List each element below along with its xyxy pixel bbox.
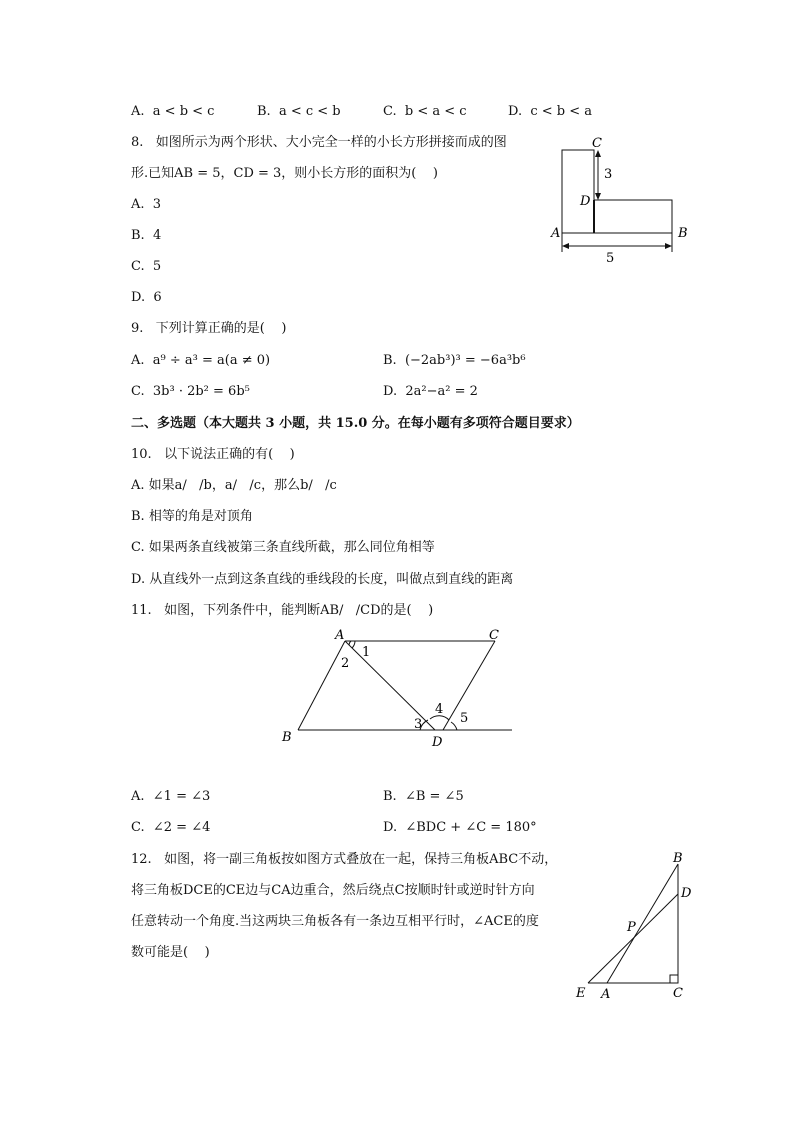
q12-figure (570, 850, 700, 1005)
q12-label-c: C (673, 986, 683, 1001)
q12-stem-line4: 数可能是( ) (131, 945, 210, 960)
q11-option-c: C. ∠2 = ∠4 (131, 820, 211, 835)
q12-label-b: B (673, 851, 683, 866)
q8-rect-horizontal (594, 200, 672, 233)
q10-option-a: A. 如果a/ /b，a/ /c，那么b/ /c (131, 478, 337, 493)
q12-label-e: E (576, 986, 586, 1001)
q12-label-p: P (627, 920, 636, 935)
q10-option-d: D. 从直线外一点到这条直线的垂线段的长度，叫做点到直线的距离 (131, 572, 514, 587)
q11-stem: 11. 如图，下列条件中，能判断AB/ /CD的是( ) (131, 603, 434, 618)
q8-dim-horizontal-label: 5 (606, 251, 615, 266)
q7-option-d: D. c < b < a (508, 104, 593, 119)
q12-label-a: A (601, 987, 611, 1002)
q12-label-d: D (681, 886, 692, 901)
q11-label-a: A (335, 628, 345, 643)
q11-angle-4: 4 (435, 702, 444, 717)
q12-right-angle-mark (670, 975, 678, 983)
q8-stem-line2: 形.已知AB = 5，CD = 3，则小长方形的面积为( ) (131, 166, 438, 181)
q8-label-c: C (592, 136, 602, 151)
q9-stem: 9. 下列计算正确的是( ) (131, 321, 287, 336)
q9-option-b: B. (−2ab³)³ = −6a³b⁶ (383, 353, 526, 368)
q8-option-c: C. 5 (131, 259, 162, 274)
q7-option-a: A. a < b < c (131, 104, 215, 119)
q12-stem-line2: 将三角板DCE的CE边与CA边重合，然后绕点C按顺时针或逆时针方向 (131, 883, 535, 898)
q8-label-d: D (580, 194, 591, 209)
q11-line-ab (298, 641, 345, 730)
q8-label-b: B (678, 226, 688, 241)
q11-angle-2: 2 (341, 656, 350, 671)
q11-label-d: D (432, 735, 443, 750)
q7-option-c: C. b < a < c (383, 104, 467, 119)
section-heading-multiple-choice: 二、多选题（本大题共 3 小题，共 15.0 分。在每小题有多项符合题目要求） (131, 416, 580, 431)
q8-dim-vertical-label: 3 (604, 167, 613, 182)
q12-line-ab (607, 864, 678, 983)
q12-line-ed (588, 894, 678, 983)
q8-option-a: A. 3 (131, 197, 162, 212)
q9-option-d: D. 2a²−a² = 2 (383, 384, 478, 399)
q11-angle-1: 1 (362, 645, 371, 660)
q10-option-b: B. 相等的角是对顶角 (131, 509, 253, 524)
q8-option-b: B. 4 (131, 228, 162, 243)
q7-option-b: B. a < c < b (257, 104, 341, 119)
q11-line-cd (443, 641, 495, 730)
q10-stem: 10. 以下说法正确的有( ) (131, 447, 295, 462)
q8-stem-line1: 8. 如图所示为两个形状、大小完全一样的小长方形拼接而成的图 (131, 135, 507, 150)
q12-stem-line3: 任意转动一个角度.当这两块三角板各有一条边互相平行时，∠ACE的度 (131, 914, 539, 929)
q8-figure (540, 130, 700, 270)
q11-option-d: D. ∠BDC + ∠C = 180° (383, 820, 537, 835)
q12-stem-line1: 12. 如图，将一副三角板按如图方式叠放在一起，保持三角板ABC不动， (131, 852, 558, 867)
q9-option-a: A. a⁹ ÷ a³ = a(a ≠ 0) (131, 353, 271, 368)
q8-rect-vertical (562, 150, 594, 233)
q11-angle-5: 5 (460, 711, 469, 726)
q11-option-b: B. ∠B = ∠5 (383, 789, 464, 804)
q11-figure (280, 626, 520, 750)
q11-label-b: B (282, 730, 292, 745)
q11-label-c: C (489, 628, 499, 643)
q11-option-a: A. ∠1 = ∠3 (131, 789, 211, 804)
q8-label-a: A (551, 226, 561, 241)
q10-option-c: C. 如果两条直线被第三条直线所截，那么同位角相等 (131, 540, 435, 555)
q8-option-d: D. 6 (131, 290, 162, 305)
q9-option-c: C. 3b³ · 2b² = 6b⁵ (131, 384, 250, 399)
q11-angle-3: 3 (414, 717, 423, 732)
